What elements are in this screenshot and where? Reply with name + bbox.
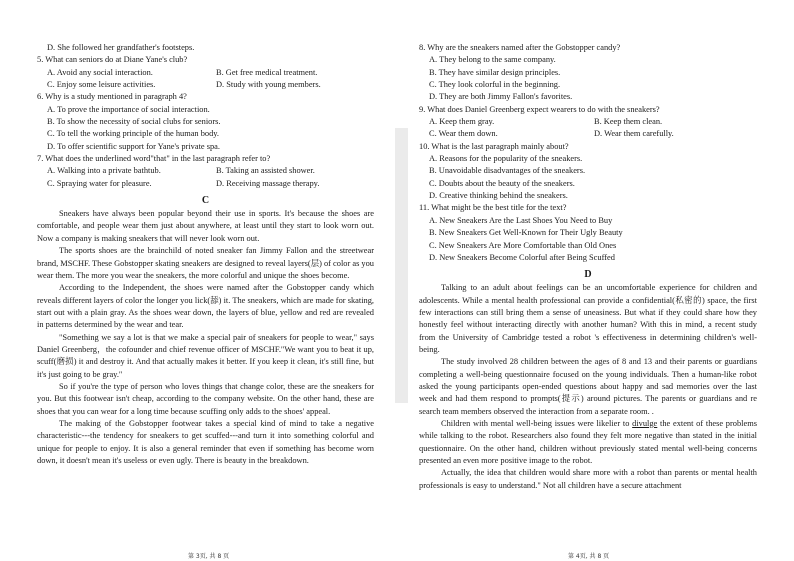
option-row	[37, 178, 374, 190]
right-question-list	[419, 42, 757, 264]
option-text: C. Doubts about the beauty of the sneakers.	[429, 178, 575, 188]
passage-paragraph: Talking to an adult about feelings can be an uncomfortable experience for children and adolescents. While a mental health professional can provide a confidential(私密的) space, the first few interactions can still bring them a sense of uneasiness. But what if they could share how they honestly feel without interacting directly with another human? With this in mind, a recent study from the University of Cambridge tested a robot 's effectiveness in determining children's well-being.	[419, 283, 757, 354]
question-stem: 10. What is the last paragraph mainly about?	[419, 141, 569, 151]
passage-paragraph: According to the Independent, the shoes were named after the Gobstopper candy which reveals different layers of color the longer you lick(舔) it. The sneakers, which are made for skating, start out with a plain gray. As the shoes wear down, the layers of blue, yellow and red are revealed in patterns determined by the wear and tear.	[37, 283, 374, 330]
option-text: B. Get free medical treatment.	[216, 67, 318, 77]
option-text: D. New Sneakers Become Colorful after Being Scuffed	[429, 252, 615, 262]
option-text: D. To offer scientific support for Yane's private spa.	[47, 141, 220, 151]
question-stem: 5. What can seniors do at Diane Yane's club?	[37, 55, 188, 65]
option-text: A. Walking into a private bathtub.	[47, 166, 161, 176]
option-text: C. To tell the working principle of the human body.	[47, 129, 220, 139]
option-text: B. To show the necessity of social clubs for seniors.	[47, 117, 221, 127]
option-text: C. Spraying water for pleasure.	[47, 178, 152, 188]
option-text: D. Receiving massage therapy.	[216, 178, 320, 188]
option-text: D. They are both Jimmy Fallon's favorites.	[429, 92, 573, 102]
question-stem: 7. What does the underlined word"that" in the last paragraph refer to?	[37, 154, 271, 164]
option-text: D. Creative thinking behind the sneakers.	[429, 191, 568, 201]
option-row	[37, 79, 374, 91]
center-gutter	[395, 128, 408, 403]
option-text: A. They belong to the same company.	[429, 55, 556, 65]
underlined-word: divulge	[632, 418, 658, 428]
option-text: D. She followed her grandfather's footsteps.	[47, 43, 195, 52]
left-column	[37, 42, 374, 467]
question-stem: 8. Why are the sneakers named after the Gobstopper candy?	[419, 43, 621, 52]
option-row	[419, 116, 757, 128]
passage-c	[37, 208, 374, 467]
option-text: A. Keep them gray.	[429, 117, 495, 127]
passage-paragraph: Actually, the idea that children would share more with a robot than parents or mental health professionals is easy to understand." Not all children have a secure attachment	[419, 468, 757, 490]
option-text: C. Wear them down.	[429, 129, 498, 139]
option-text: D. Study with young members.	[216, 80, 321, 90]
option-text: D. Wear them carefully.	[594, 129, 674, 139]
section-heading-d: D	[584, 269, 592, 281]
option-text: B. Unavoidable disadvantages of the sneakers.	[429, 166, 586, 176]
passage-paragraph: The making of the Gobstopper footwear takes a special kind of mind to take a negative characteristic---the tendency for sneakers to get scuffed---and turn it into something colorful and unique for people to enjoy. It is also a general reminder that even if something has become worn down, it doesn't mean it's useless or even ugly. There is beauty in the breakdown.	[37, 418, 374, 465]
section-heading-c: C	[201, 195, 210, 207]
option-text: B. Taking an assisted shower.	[216, 166, 315, 176]
passage-paragraph: The sports shoes are the brainchild of noted sneaker fan Jimmy Fallon and the streetwear brand, MSCHF. These Gobstopper skating sneakers are designed to reveal layers(层) of color as you wear them. The more you wear the sneakers, the more colorful and unique the shoes become.	[37, 246, 374, 280]
option-text: A. To prove the importance of social interaction.	[47, 104, 210, 114]
option-text: A. Avoid any social interaction.	[47, 67, 153, 77]
page-footer-right: 第 4页, 共 8 页	[568, 553, 610, 560]
option-row	[37, 165, 374, 177]
question-stem: 9. What does Daniel Greenberg expect wearers to do with the sneakers?	[419, 104, 660, 114]
option-row	[37, 67, 374, 79]
option-text: B. They have similar design principles.	[429, 67, 561, 77]
option-text: C. Enjoy some leisure activities.	[47, 80, 156, 90]
question-stem: 6. Why is a study mentioned in paragraph 4?	[37, 92, 187, 102]
passage-paragraph: The study involved 28 children between the ages of 8 and 13 and their parents or guardians completing a well-being questionnaire focused on the young individuals. Then a human-like robot asked the young participants open-ended questions about happy and sad memories over the last week and had them respond to prompts(提示) around pictures. The parents or guardians and re search team members observed the interaction from a separate room. .	[419, 357, 757, 416]
option-text: B. Keep them clean.	[594, 117, 663, 127]
option-text: C. New Sneakers Are More Comfortable than Old Ones	[429, 240, 617, 250]
option-text: B. New Sneakers Get Well-Known for Their Ugly Beauty	[429, 228, 623, 238]
right-column	[419, 42, 757, 492]
passage-paragraph: Sneakers have always been popular beyond their use in sports. It's because the shoes are comfortable, and people wear them just about anywhere, at least until they start to look worn out. Now a company is making sneakers that will never look worn out.	[37, 209, 374, 243]
question-stem: 11. What might be the best title for the text?	[419, 203, 567, 213]
option-text: A. Reasons for the popularity of the sneakers.	[429, 154, 583, 164]
passage-paragraph: Children with mental well-being issues were likelier to divulge the extent of these problems while talking to the robot. Researchers also found they felt more negative than stated in the initial questionnaire. On the other hand, children without previously stated mental well-being concerns presented an even more positive image to the robot.	[419, 418, 757, 465]
option-text: C. They look colorful in the beginning.	[429, 80, 561, 90]
page-footer-left: 第 3页, 共 8 页	[188, 553, 230, 560]
option-row	[419, 128, 757, 140]
passage-d	[419, 282, 757, 492]
passage-paragraph: "Something we say a lot is that we make a special pair of sneakers for people to wear," says Daniel Greenberg，the cofounder and chief revenue officer of MSCHF."We want you to beat it up, scuff(磨损) it and destroy it. And that actually makes it better. If you keep it clean, it's still fine, but it's just going to be gray."	[37, 332, 374, 379]
option-text: A. New Sneakers Are the Last Shoes You Need to Buy	[429, 215, 613, 225]
passage-paragraph: So if you're the type of person who loves things that change color, these are the sneakers for you. But this footwear isn't cheap, according to the company website. On the other hand, these are shoes that you can wear for a long time because scuffing only adds to the shoes' appeal.	[37, 381, 374, 416]
left-question-list	[37, 42, 374, 190]
